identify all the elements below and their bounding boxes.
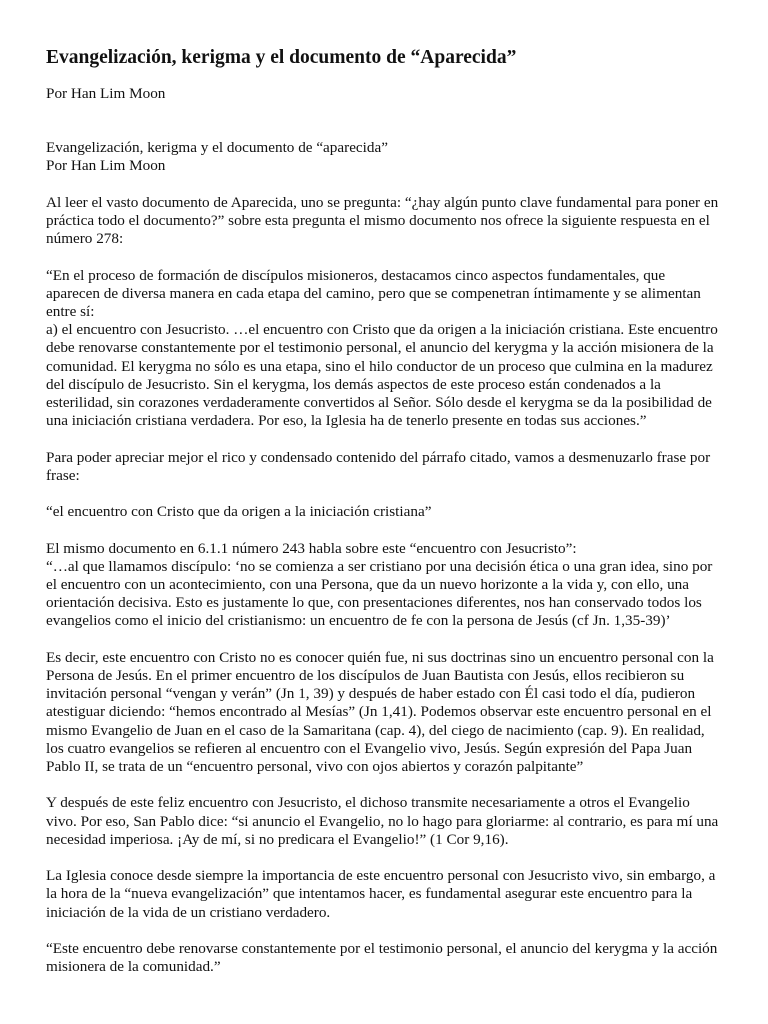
quote-243-paragraph: El mismo documento en 6.1.1 número 243 habla sobre este “encuentro con Jesucristo”: “…al que llamamos discípulo: ‘no se comienza a ser cristiano por una decisión ética o una gran idea, sino por el encuentro con un acontecimiento, con una Persona, que da un nuevo horizonte a la vida y, con ello, una orientación decisiva. Esto es justamente lo que, con presentaciones diferentes, nos han conservado todos los evangelios como el inicio del cristianismo: un encuentro de fe con la persona de Jesús (cf Jn. 1,35-39)’ — [46, 539, 713, 630]
explanation-paragraph: Es decir, este encuentro con Cristo no es conocer quién fue, ni sus doctrinas sino un encuentro personal con la Persona de Jesús. En el primer encuentro de los discípulos de Juan Bautista con Jesús, ellos recibieron su invitación personal “vengan y verán” (Jn 1, 39) y después de haber estado con Él casi todo el día, pudieron atestiguar diciendo: “hemos encontrado al Mesías” (Jn 1,41). Podemos observar este encuentro personal en el mismo Evangelio de Juan en el caso de la Samaritana (cap. 4), del ciego de nacimiento (cap. 9). En realidad, los cuatro evangelios se refieren al encuentro con el Evangelio vivo, Jesús. Según expresión del Papa Juan Pablo II, se trata de un “encuentro personal, vivo con ojos abiertos y corazón palpitante” — [46, 648, 714, 776]
repeated-title-paragraph: Evangelización, kerigma y el documento de “aparecida” Por Han Lim Moon — [46, 139, 388, 175]
intro-paragraph: Al leer el vasto documento de Aparecida, uno se pregunta: “¿hay algún punto clave fundamental para poner en práctica todo el documento?” sobre esta pregunta el mismo documento nos ofrece la siguiente respuesta en el número 278: — [46, 193, 719, 248]
san-pablo-paragraph: Y después de este feliz encuentro con Jesucristo, el dichoso transmite necesariamente a otros el Evangelio vivo. Por eso, San Pablo dice: “si anuncio el Evangelio, no lo hago para gloriarme: al contrario, es para mí una necesidad imperiosa. ¡Ay de mí, si no predicara el Evangelio!” (1 Cor 9,16). — [46, 794, 719, 848]
document-page — [46, 46, 722, 995]
closing-quote-paragraph: “Este encuentro debe renovarse constantemente por el testimonio personal, el anuncio del kerygma y la acción misionera de la comunidad.” — [46, 940, 718, 976]
iglesia-paragraph: La Iglesia conoce desde siempre la importancia de este encuentro personal con Jesucristo vivo, sin embargo, a la hora de la “nueva evangelización” que intentamos hacer, es fundamental asegurar este encuentro para la iniciación de la vida de un cristiano verdadero. — [46, 867, 716, 921]
author-byline: Por Han Lim Moon — [46, 85, 166, 102]
quote-278-paragraph: “En el proceso de formación de discípulos misioneros, destacamos cinco aspectos fundamentales, que aparecen de diversa manera en cada etapa del camino, pero que se compenetran íntimamente y se alimentan entre sí: a) el encuentro con Jesucristo. …el encuentro con Cristo que da origen a la iniciación cristiana. Este encuentro debe renovarse constantemente por el testimonio personal, el anuncio del kerygma y la acción misionera de la comunidad. El kerygma no sólo es una etapa, sino el hilo conductor de un proceso que culmina en la madurez del discípulo de Jesucristo. Sin el kerygma, los demás aspectos de este proceso están condenados a la esterilidad, sin corazones verdaderamente convertidos al Señor. Sólo desde el kerygma se da la posibilidad de una iniciación cristiana verdadera. Por eso, la Iglesia ha de tenerlo presente en todas sus acciones.” — [46, 266, 718, 430]
document-title: Evangelización, kerigma y el documento de “Aparecida” — [46, 47, 517, 68]
phrase-heading-paragraph: “el encuentro con Cristo que da origen a la iniciación cristiana” — [46, 503, 432, 521]
analysis-intro-paragraph: Para poder apreciar mejor el rico y condensado contenido del párrafo citado, vamos a desmenuzarlo frase por frase: — [46, 448, 711, 484]
